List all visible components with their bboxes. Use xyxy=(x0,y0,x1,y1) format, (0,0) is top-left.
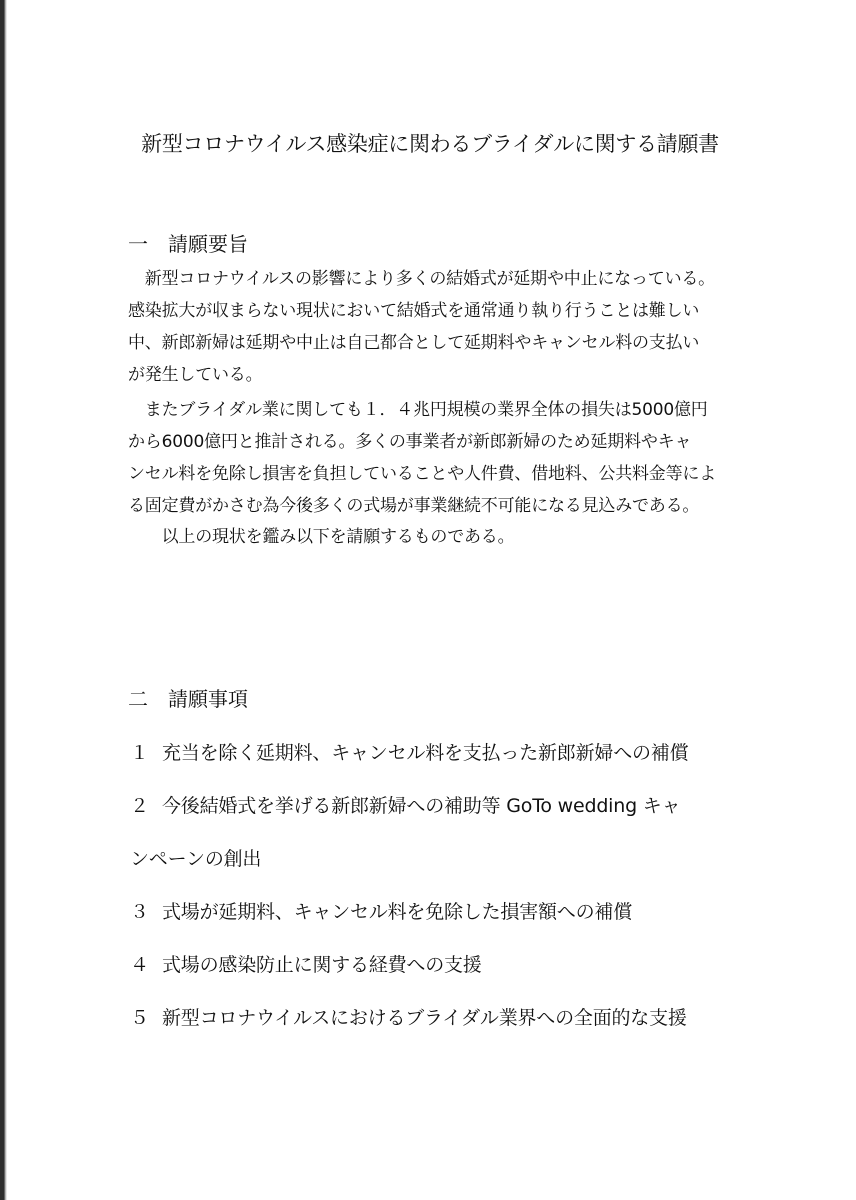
section-1-paragraph-1 xyxy=(128,263,748,391)
item-number: ４ xyxy=(130,954,149,976)
petition-item-1 xyxy=(130,735,770,771)
item-number: ５ xyxy=(130,1007,149,1029)
section-1-heading xyxy=(128,229,248,259)
item-number: ３ xyxy=(130,901,149,923)
petition-item-3 xyxy=(130,894,770,930)
paragraph-line: る固定費がかさむ為今後多くの式場が事業継続不可能になる見込みである。 xyxy=(128,496,700,516)
item-number: ２ xyxy=(130,795,149,817)
item-text: 式場の感染防止に関する経費への支援 xyxy=(162,954,482,976)
paragraph-line: ンセル料を免除し損害を負担していることや人件費、借地料、公共料金等によ xyxy=(128,464,716,484)
paragraph-line: から6000億円と推計される。多くの事業者が新郎新婦のため延期料やキャ xyxy=(128,432,692,452)
document-title: 新型コロナウイルス感染症に関わるブライダルに関する請願書 xyxy=(141,132,719,156)
paragraph-line: 感染拡大が収まらない現状において結婚式を通常通り執り行うことは難しい xyxy=(128,301,700,321)
item-text: 充当を除く延期料、キャンセル料を支払った新郎新婦への補償 xyxy=(162,742,689,764)
petition-item-2-continued xyxy=(130,841,770,877)
paragraph-line: 以上の現状を鑑み以下を請願するものである。 xyxy=(128,527,515,547)
section-1-title: 請願要旨 xyxy=(168,232,248,256)
item-text: 式場が延期料、キャンセル料を免除した損害額への補償 xyxy=(162,901,633,923)
item-text: 新型コロナウイルスにおけるブライダル業界への全面的な支援 xyxy=(162,1007,687,1029)
petition-item-5 xyxy=(130,1000,770,1036)
petition-items-list xyxy=(130,735,770,1036)
paragraph-line: またブライダル業に関しても１．４兆円規模の業界全体の損失は5000億円 xyxy=(128,400,708,420)
section-1-number: 一 xyxy=(128,232,148,256)
item-number: １ xyxy=(130,742,149,764)
paragraph-line: が発生している。 xyxy=(128,365,263,385)
paragraph-line: 新型コロナウイルスの影響により多くの結婚式が延期や中止になっている。 xyxy=(128,269,715,289)
section-2-title: 請願事項 xyxy=(168,687,248,711)
section-2-heading xyxy=(128,684,248,714)
section-2-number: 二 xyxy=(128,687,148,711)
paragraph-line: 中、新郎新婦は延期や中止は自己都合として延期料やキャンセル料の支払い xyxy=(128,333,700,353)
item-text-continued: ンペーンの創出 xyxy=(130,848,262,870)
petition-item-2 xyxy=(130,788,770,824)
item-text: 今後結婚式を挙げる新郎新婦への補助等 GoTo wedding キャ xyxy=(162,795,681,817)
section-1-paragraph-2 xyxy=(128,394,748,522)
section-1-paragraph-3 xyxy=(128,521,748,553)
petition-item-4 xyxy=(130,947,770,983)
